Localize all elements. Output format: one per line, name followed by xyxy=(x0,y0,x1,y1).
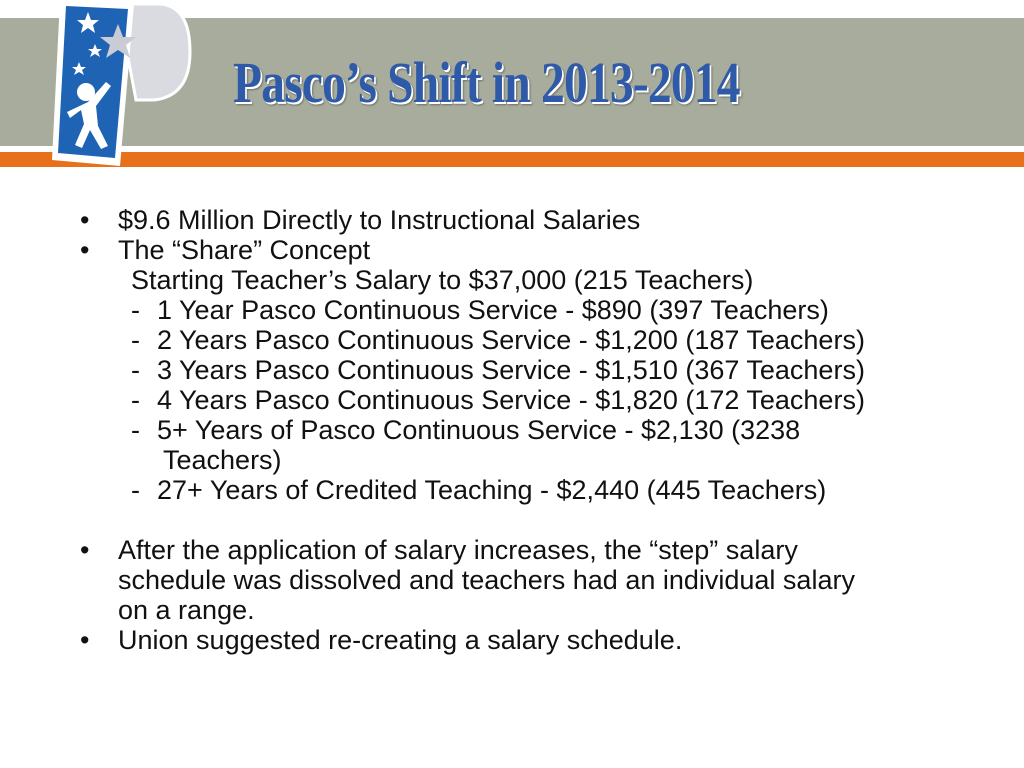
list-item xyxy=(0,535,1024,565)
sub-item xyxy=(0,355,1024,385)
dash-marker: - xyxy=(131,475,140,505)
bullet-marker: • xyxy=(80,535,90,565)
sub-item xyxy=(0,325,1024,355)
sub-item-text: 4 Years Pasco Continuous Service - $1,820 (172 Teachers) xyxy=(157,385,865,415)
bullet-text: Union suggested re-creating a salary schedule. xyxy=(118,625,683,655)
bullet-marker: • xyxy=(80,235,90,265)
sub-item xyxy=(0,475,1024,505)
slide-content xyxy=(0,205,1024,655)
bullet-text: schedule was dissolved and teachers had an individual salary xyxy=(118,565,855,595)
sub-item xyxy=(0,265,1024,295)
sub-item-text: 1 Year Pasco Continuous Service - $890 (397 Teachers) xyxy=(157,295,829,325)
bullet-text: $9.6 Million Directly to Instructional Salaries xyxy=(118,205,641,235)
sub-item-text: 3 Years Pasco Continuous Service - $1,510 (367 Teachers) xyxy=(157,355,865,385)
sub-item-text: Starting Teacher’s Salary to $37,000 (215 Teachers) xyxy=(131,265,754,295)
bullet-text: The “Share” Concept xyxy=(118,235,371,265)
bullet-marker: • xyxy=(80,625,90,655)
sub-item-continuation xyxy=(0,445,1024,475)
pasco-schools-logo-icon xyxy=(48,0,193,168)
sub-item xyxy=(0,385,1024,415)
sub-item xyxy=(0,415,1024,445)
bullet-marker: • xyxy=(80,205,90,235)
sub-item xyxy=(0,295,1024,325)
list-item xyxy=(0,205,1024,235)
list-item-continuation xyxy=(0,565,1024,595)
sub-item-text: Teachers) xyxy=(163,445,282,475)
spacer xyxy=(0,505,1024,535)
dash-marker: - xyxy=(131,355,140,385)
dash-marker: - xyxy=(131,325,140,355)
sub-item-text: 27+ Years of Credited Teaching - $2,440 (445 Teachers) xyxy=(157,475,827,505)
list-item xyxy=(0,235,1024,265)
sub-item-text: 5+ Years of Pasco Continuous Service - $2,130 (3238 xyxy=(157,415,801,445)
list-item-continuation xyxy=(0,595,1024,625)
page-title: Pasco’s Shift in 2013-2014 xyxy=(233,50,740,115)
dash-marker: - xyxy=(131,385,140,415)
dash-marker: - xyxy=(131,415,140,445)
dash-marker: - xyxy=(131,295,140,325)
bullet-text: on a range. xyxy=(118,595,255,625)
sub-item-text: 2 Years Pasco Continuous Service - $1,200 (187 Teachers) xyxy=(157,325,865,355)
bullet-text: After the application of salary increases, the “step” salary xyxy=(118,535,798,565)
list-item xyxy=(0,625,1024,655)
